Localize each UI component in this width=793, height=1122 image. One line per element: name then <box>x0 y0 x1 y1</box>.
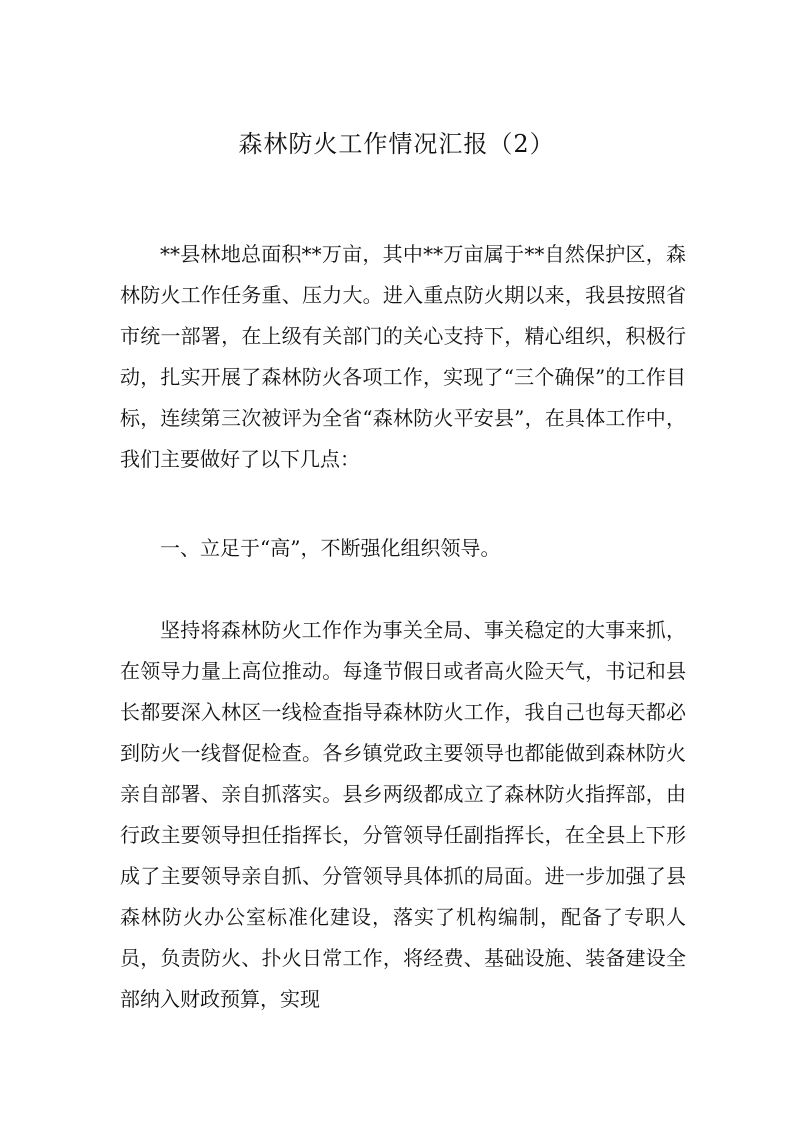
section-heading-1: 一、立足于“高”，不断强化组织领导。 <box>160 536 501 560</box>
paragraph-intro: **县林地总面积**万亩，其中**万亩属于**自然保护区，森林防火工作任务重、压力大。进入重点防火期以来，我县按照省市统一部署，在上级有关部门的关心支持下，精心组织，积极行动，扎实开展了森林防火各项工作，实现了“三个确保”的工作目标，连续第三次被评为全省“森林防火平安县”，在具体工作中，我们主要做好了以下几点： <box>120 242 686 471</box>
document-title: 森林防火工作情况汇报（2） <box>238 130 555 158</box>
paragraph-section-1-body: 坚持将森林防火工作作为事关全局、事关稳定的大事来抓，在领导力量上高位推动。每逢节假日或者高火险天气，书记和县长都要深入林区一线检查指导森林防火工作，我自己也每天都必到防火一线督促检查。各乡镇党政主要领导也都能做到森林防火亲自部署、亲自抓落实。县乡两级都成立了森林防火指挥部，由行政主要领导担任指挥长，分管领导任副指挥长，在全县上下形成了主要领导亲自抓、分管领导具体抓的局面。进一步加强了县森林防火办公室标准化建设，落实了机构编制，配备了专职人员，负责防火、扑火日常工作，将经费、基础设施、装备建设全部纳入财政预算，实现 <box>120 618 686 1011</box>
